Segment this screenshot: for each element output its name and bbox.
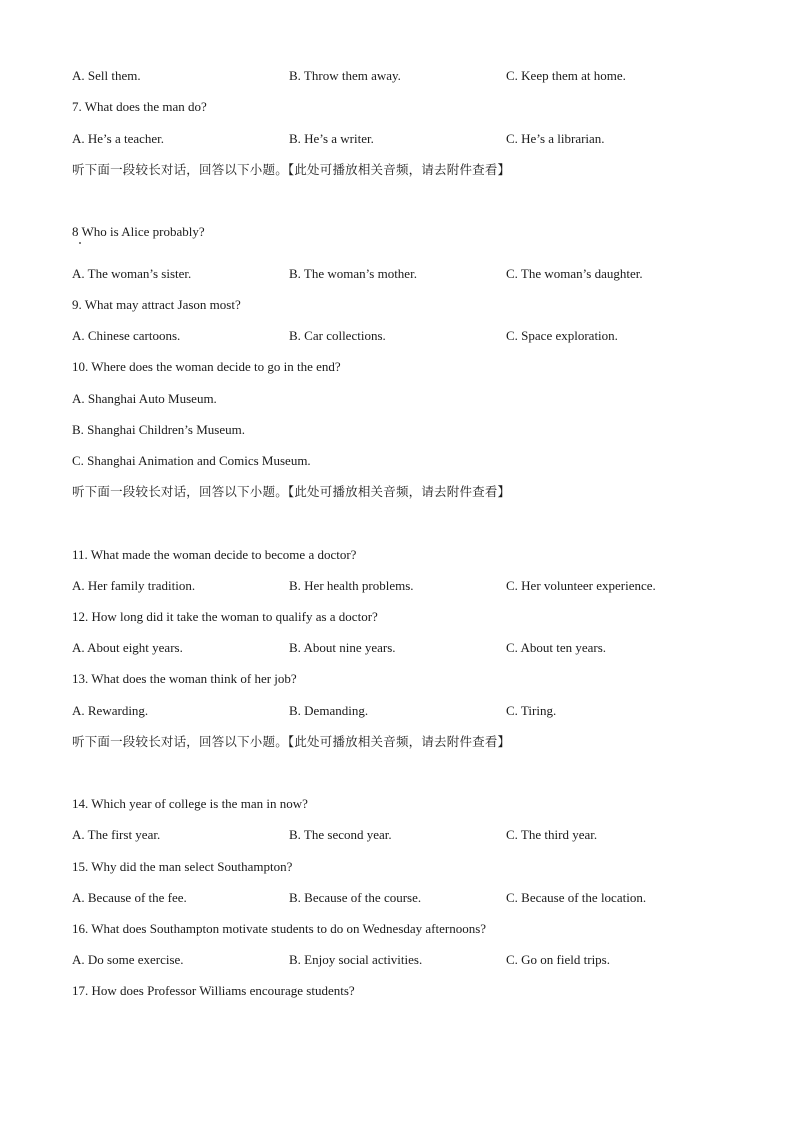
q16-option-c: C. Go on field trips.	[506, 952, 610, 967]
section-instruction-1: 听下面一段较长对话，回答以下小题。【此处可播放相关音频，请去附件查看】	[72, 162, 511, 177]
q7-option-b: B. He’s a writer.	[289, 131, 374, 146]
q15-question: 15. Why did the man select Southampton?	[72, 859, 293, 874]
q12-question: 12. How long did it take the woman to qualify as a doctor?	[72, 609, 378, 624]
q13-question: 13. What does the woman think of her job?	[72, 671, 297, 686]
q11-option-b: B. Her health problems.	[289, 578, 414, 593]
q16-question: 16. What does Southampton motivate students to do on Wednesday afternoons?	[72, 921, 487, 936]
q14-option-a: A. The first year.	[72, 827, 161, 842]
q12-option-a: A. About eight years.	[72, 640, 183, 655]
q10-option-b: B. Shanghai Children’s Museum.	[72, 422, 245, 437]
section-instruction-2: 听下面一段较长对话，回答以下小题。【此处可播放相关音频，请去附件查看】	[72, 484, 511, 499]
q13-option-c: C. Tiring.	[506, 703, 557, 718]
q7-option-c: C. He’s a librarian.	[506, 131, 605, 146]
q6-option-c: C. Keep them at home.	[506, 68, 626, 83]
q10-option-c: C. Shanghai Animation and Comics Museum.	[72, 453, 311, 468]
q16-option-b: B. Enjoy social activities.	[289, 952, 423, 967]
q12-option-c: C. About ten years.	[506, 640, 607, 655]
q7-option-a: A. He’s a teacher.	[72, 131, 165, 146]
q12-option-b: B. About nine years.	[289, 640, 396, 655]
q9-option-c: C. Space exploration.	[506, 328, 618, 343]
q13-option-a: A. Rewarding.	[72, 703, 149, 718]
q7-question: 7. What does the man do?	[72, 99, 207, 114]
q9-option-b: B. Car collections.	[289, 328, 386, 343]
q8-question: 8 Who is Alice probably?	[72, 224, 205, 239]
section-instruction-3: 听下面一段较长对话，回答以下小题。【此处可播放相关音频，请去附件查看】	[72, 734, 511, 749]
q11-question: 11. What made the woman decide to become a doctor?	[72, 547, 357, 562]
q8-option-a: A. The woman’s sister.	[72, 266, 192, 281]
q14-option-c: C. The third year.	[506, 827, 598, 842]
q9-question: 9. What may attract Jason most?	[72, 297, 241, 312]
q8-option-b: B. The woman’s mother.	[289, 266, 417, 281]
q11-option-a: A. Her family tradition.	[72, 578, 196, 593]
q6-option-a: A. Sell them.	[72, 68, 141, 83]
q14-option-b: B. The second year.	[289, 827, 392, 842]
q15-option-b: B. Because of the course.	[289, 890, 422, 905]
stray-dot	[79, 242, 81, 244]
q9-option-a: A. Chinese cartoons.	[72, 328, 181, 343]
q15-option-a: A. Because of the fee.	[72, 890, 187, 905]
q13-option-b: B. Demanding.	[289, 703, 369, 718]
q16-option-a: A. Do some exercise.	[72, 952, 184, 967]
q10-question: 10. Where does the woman decide to go in the end?	[72, 359, 341, 374]
q10-option-a: A. Shanghai Auto Museum.	[72, 391, 217, 406]
q15-option-c: C. Because of the location.	[506, 890, 647, 905]
q6-option-b: B. Throw them away.	[289, 68, 401, 83]
q17-question: 17. How does Professor Williams encourage students?	[72, 983, 355, 998]
q14-question: 14. Which year of college is the man in now?	[72, 796, 308, 811]
q11-option-c: C. Her volunteer experience.	[506, 578, 656, 593]
q8-option-c: C. The woman’s daughter.	[506, 266, 643, 281]
